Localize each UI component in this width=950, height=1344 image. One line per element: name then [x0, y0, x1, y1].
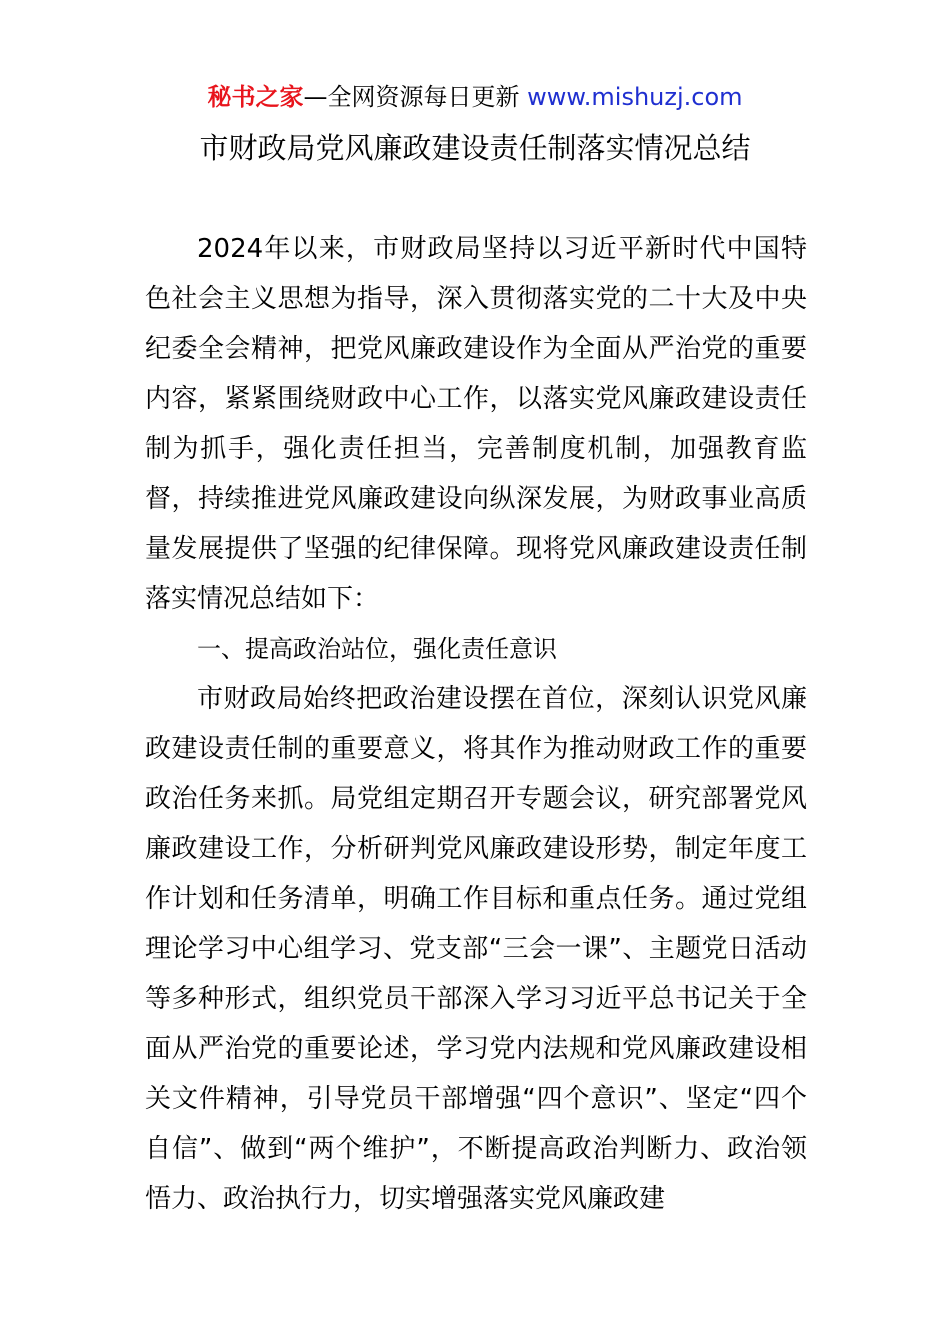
document-title: 市财政局党风廉政建设责任制落实情况总结 [199, 131, 751, 165]
section-paragraph: 市财政局始终把政治建设摆在首位，深刻认识党风廉政建设责任制的重要意义，将其作为推动财政工作的重要政治任务来抓。局党组定期召开专题会议，研究部署党风廉政建设工作，分析研判党风廉政建设形势，制定年度工作计划和任务清单，明确工作目标和重点任务。通过党组理论学习中心组学习、党支部“三会一课”、主题党日活动等多种形式，组织党员干部深入学习习近平总书记关于全面从严治党的重要论述，学习党内法规和党风廉政建设相关文件精神，引导党员干部增强“四个意识”、坚定“四个自信”、做到“两个维护”，不断提高政治判断力、政治领悟力、政治执行力，切实增强落实党风廉政建 [145, 684, 807, 1214]
intro-paragraph: 2024年以来，市财政局坚持以习近平新时代中国特色社会主义思想为指导，深入贯彻落实党的二十大及中央纪委全会精神，把党风廉政建设作为全面从严治党的重要内容，紧紧围绕财政中心工作，以落实党风廉政建设责任制为抓手，强化责任担当，完善制度机制，加强教育监督，持续推进党风廉政建设向纵深发展，为财政事业高质量发展提供了坚强的纪律保障。现将党风廉政建设责任制落实情况总结如下： [145, 234, 807, 614]
site-brand: 秘书之家 [207, 83, 304, 111]
document-body [145, 224, 807, 1224]
site-url-link[interactable]: www.mishuzj.com [527, 83, 743, 111]
site-tagline: —全网资源每日更新 [303, 83, 520, 111]
site-header [0, 80, 950, 114]
section-heading: 一、提高政治站位，强化责任意识 [197, 635, 557, 663]
